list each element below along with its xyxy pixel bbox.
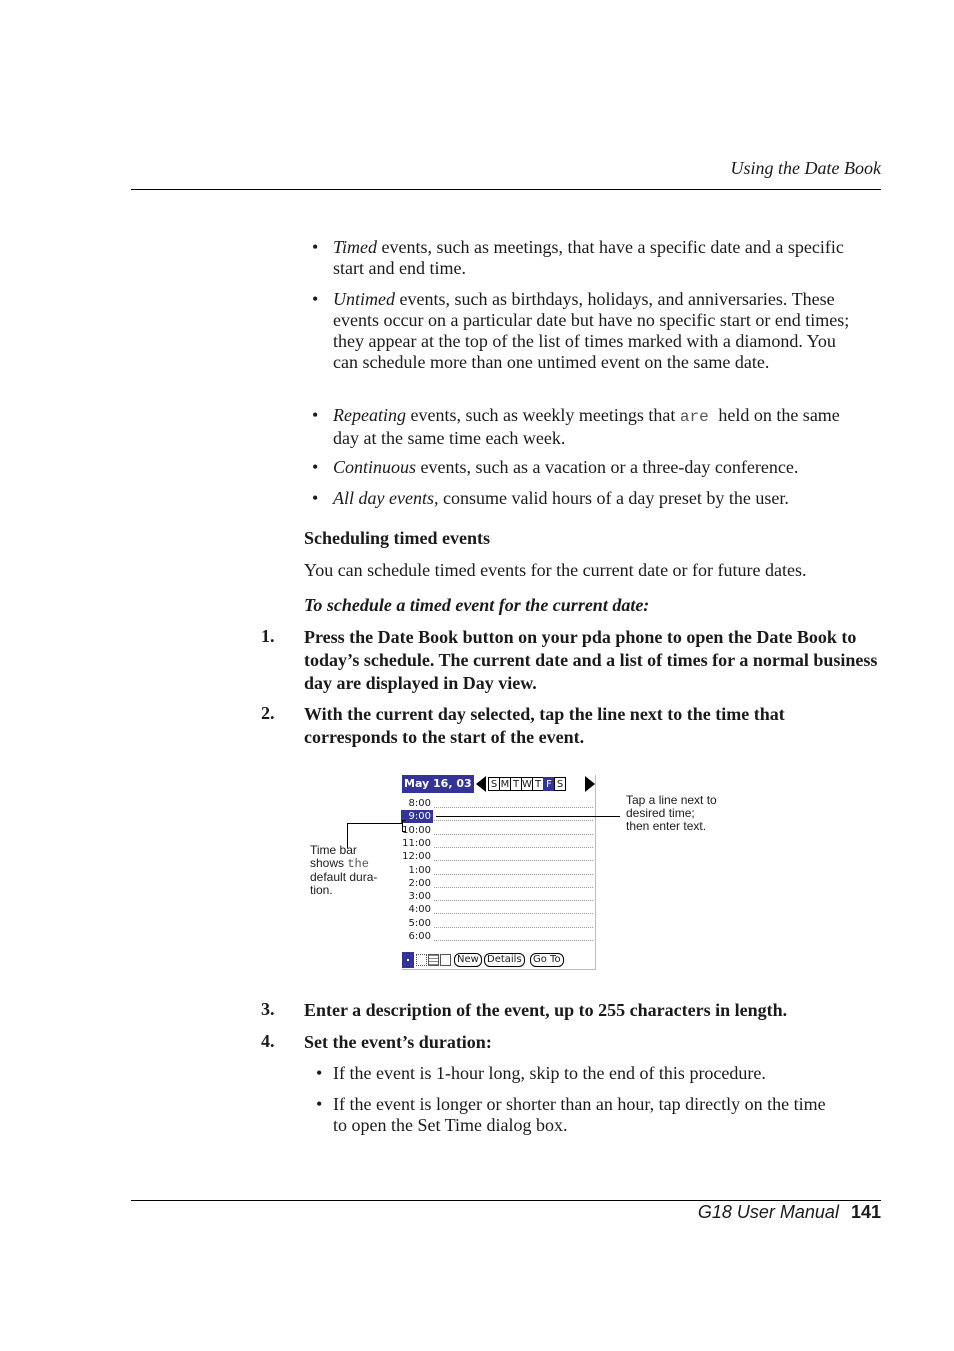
bullet-marker: • <box>312 289 319 309</box>
bullet-marker: • <box>312 405 319 425</box>
time-label[interactable]: 4:00 <box>408 904 431 916</box>
time-slot[interactable] <box>402 890 595 903</box>
time-slot[interactable] <box>402 837 595 850</box>
bullet-all-day: All day events, consume valid hours of a day preset by the user. <box>333 488 789 508</box>
week-view-icon[interactable] <box>416 954 427 966</box>
day-view-icon[interactable] <box>402 952 414 968</box>
time-label[interactable]: 12:00 <box>402 851 431 863</box>
event-line[interactable] <box>434 887 593 888</box>
goto-button[interactable]: Go To <box>530 953 564 967</box>
event-line[interactable] <box>434 860 593 861</box>
day-button[interactable]: W <box>522 779 532 790</box>
event-line[interactable] <box>434 847 593 848</box>
section-heading: Scheduling timed events <box>304 528 491 548</box>
section-intro: You can schedule timed events for the current date or for future dates. <box>304 560 807 580</box>
time-slot[interactable] <box>402 797 595 810</box>
event-line[interactable] <box>434 913 593 914</box>
time-bar-bracket <box>402 820 406 832</box>
callout-left-text: Time bar shows the default dura- tion. <box>310 843 378 897</box>
day-button[interactable]: S <box>488 777 500 791</box>
time-label[interactable]: 10:00 <box>402 824 431 836</box>
bullet-marker: • <box>312 488 319 508</box>
event-line[interactable] <box>434 807 593 808</box>
running-header: Using the Date Book <box>730 158 881 178</box>
day-button[interactable]: T <box>510 777 522 791</box>
day-button[interactable]: M <box>500 779 510 790</box>
step-text: Set the event’s duration: <box>304 1032 492 1052</box>
time-label[interactable]: 5:00 <box>408 917 431 929</box>
pda-date-label: May 16, 03 <box>402 775 474 793</box>
bullet-untimed: Untimed events, such as birthdays, holidays, and anniversaries. These events occur on a particular date but have no specific start or end times; they appear at the top of the list of times marked with a diamond. You can schedule more than one untimed event on the same date. <box>333 289 850 372</box>
time-label[interactable]: 9:00 <box>401 810 433 823</box>
page-number: 141 <box>850 1202 881 1222</box>
manual-title: G18 User Manual <box>697 1202 839 1222</box>
bullet-marker: • <box>316 1094 323 1114</box>
bullet-timed: Timed events, such as meetings, that have a specific date and a specific start and end time. <box>333 237 844 278</box>
day-button[interactable]: T <box>532 777 544 791</box>
bullet-marker: • <box>312 457 319 477</box>
time-slot[interactable] <box>402 824 595 837</box>
step-text: Enter a description of the event, up to 255 characters in length. <box>304 1000 788 1020</box>
footer-rule <box>131 1200 881 1201</box>
time-slot[interactable] <box>402 903 595 916</box>
event-line[interactable] <box>434 927 593 928</box>
event-line[interactable] <box>434 874 593 875</box>
pda-title-bar <box>402 775 595 793</box>
next-week-arrow-icon[interactable] <box>585 776 595 792</box>
details-button[interactable]: Details <box>484 953 525 967</box>
bullet-repeating: Repeating events, such as weekly meetings that are held on the same day at the same time each week. <box>333 405 840 448</box>
bullet-continuous: Continuous events, such as a vacation or a three-day conference. <box>333 457 799 477</box>
procedure-title: To schedule a timed event for the current date: <box>304 595 650 615</box>
bullet-marker: • <box>316 1063 323 1083</box>
event-line[interactable] <box>434 820 593 821</box>
date-book-screenshot <box>402 775 596 970</box>
time-slot[interactable] <box>402 917 595 930</box>
time-label[interactable]: 1:00 <box>408 864 431 876</box>
time-slot[interactable] <box>402 877 595 890</box>
time-label[interactable]: 3:00 <box>408 891 431 903</box>
month-view-icon[interactable] <box>428 954 439 966</box>
time-label[interactable]: 8:00 <box>408 798 431 809</box>
event-line[interactable] <box>434 900 593 901</box>
event-line[interactable] <box>434 834 593 835</box>
step-number: 2. <box>261 703 275 723</box>
time-slot[interactable] <box>402 850 595 863</box>
step-text: Press the Date Book button on your pda phone to open the Date Book to today’s schedule. The current date and a list of times for a normal business day are displayed in Day view. <box>304 627 878 693</box>
week-day-selector <box>488 777 565 791</box>
step-number: 1. <box>261 626 275 646</box>
prev-week-arrow-icon[interactable] <box>476 776 486 792</box>
time-slot[interactable] <box>402 930 595 943</box>
callout-line-right <box>436 816 620 817</box>
day-button[interactable]: F <box>543 777 555 791</box>
bullet-marker: • <box>312 237 319 257</box>
step-number: 4. <box>261 1031 275 1051</box>
header-rule <box>131 189 881 190</box>
new-button[interactable]: New <box>454 953 482 967</box>
page-footer <box>698 1202 881 1223</box>
pda-bottom-bar <box>402 952 595 969</box>
event-line[interactable] <box>434 940 593 941</box>
agenda-view-icon[interactable] <box>440 954 451 966</box>
step-number: 3. <box>261 999 275 1019</box>
callout-right-text: Tap a line next to desired time; then enter text. <box>626 793 717 833</box>
time-slot[interactable] <box>402 864 595 877</box>
time-label[interactable]: 2:00 <box>408 877 431 889</box>
day-button[interactable]: S <box>554 777 566 791</box>
sub-bullet: If the event is 1-hour long, skip to the end of this procedure. <box>333 1063 766 1083</box>
step-text: With the current day selected, tap the line next to the time that corresponds to the start of the event. <box>304 704 785 747</box>
time-label[interactable]: 11:00 <box>402 837 431 849</box>
time-label[interactable]: 6:00 <box>408 931 431 942</box>
sub-bullet: If the event is longer or shorter than an hour, tap directly on the time to open the Set Time dialog box. <box>333 1094 826 1135</box>
